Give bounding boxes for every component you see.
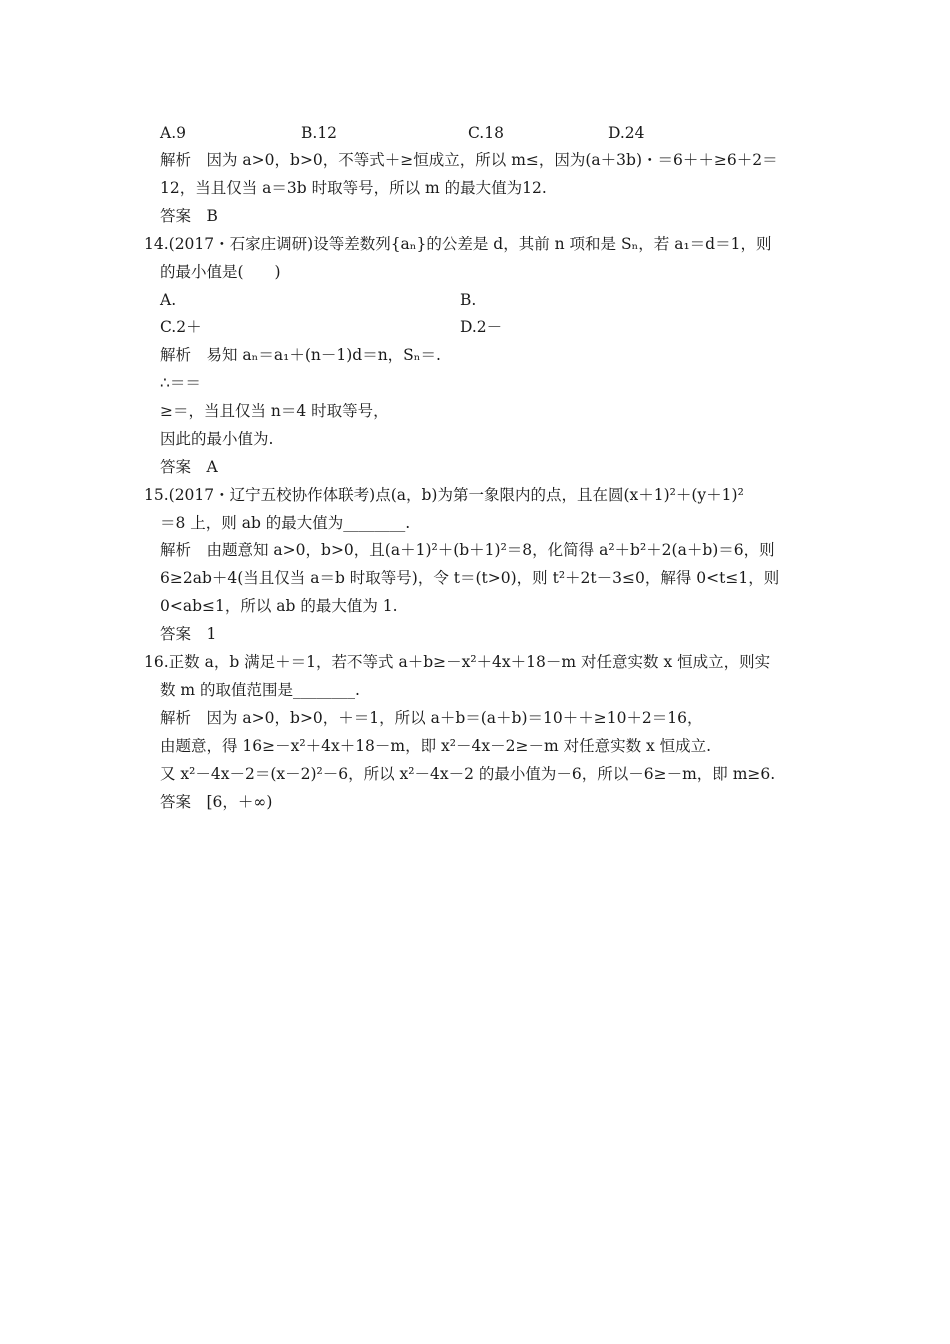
q14-option-b: B. <box>460 291 477 309</box>
q15-question-line-2: ＝8 上，则 ab 的最大值为________. <box>160 514 411 532</box>
q16-analysis-line-3: 又 x²－4x－2＝(x－2)²－6，所以 x²－4x－2 的最小值为－6，所以－6≥－m，即 m≥6. <box>160 765 776 783</box>
q13-analysis-line-1: 解析 因为 a>0，b>0，不等式＋≥恒成立，所以 m≤，因为(a＋3b)・＝6＋＋≥6＋2＝ <box>160 151 778 169</box>
q14-analysis-line-3: ≥＝，当且仅当 n＝4 时取等号， <box>160 402 389 420</box>
q14-analysis-line-1: 解析 易知 aₙ＝a₁＋(n－1)d＝n，Sₙ＝. <box>160 346 441 364</box>
q15-analysis-line-3: 0<ab≤1，所以 ab 的最大值为 1. <box>160 597 398 615</box>
q16-analysis-line-2: 由题意，得 16≥－x²＋4x＋18－m，即 x²－4x－2≥－m 对任意实数 x 恒成立. <box>160 737 712 755</box>
q15-analysis-line-1: 解析 由题意知 a>0，b>0，且(a＋1)²＋(b＋1)²＝8，化简得 a²＋b²＋2(a＋b)＝6，则 <box>160 541 775 559</box>
q13-option-a: A.9 <box>160 124 186 142</box>
q14-question-line-1: 14.(2017・石家庄调研)设等差数列{aₙ}的公差是 d，其前 n 项和是 Sₙ，若 a₁＝d＝1，则 <box>144 235 772 253</box>
q14-option-c: C.2＋ <box>160 318 202 336</box>
q14-analysis-line-4: 因此的最小值为. <box>160 430 274 448</box>
q13-answer: 答案 B <box>160 207 218 225</box>
q16-answer: 答案 [6，＋∞) <box>160 793 273 811</box>
q14-option-a: A. <box>160 291 177 309</box>
q14-analysis-line-2: ∴＝＝ <box>160 374 201 392</box>
q16-question-line-2: 数 m 的取值范围是________. <box>160 681 360 699</box>
q14-option-d: D.2－ <box>460 318 503 336</box>
q15-answer: 答案 1 <box>160 625 217 643</box>
q15-analysis-line-2: 6≥2ab＋4(当且仅当 a＝b 时取等号)，令 t＝(t>0)，则 t²＋2t－3≤0，解得 0<t≤1，则 <box>160 569 780 587</box>
q14-answer: 答案 A <box>160 458 218 476</box>
q14-question-line-2: 的最小值是( ) <box>160 263 281 281</box>
q13-option-d: D.24 <box>608 124 645 142</box>
q13-analysis-line-2: 12，当且仅当 a＝3b 时取等号，所以 m 的最大值为12. <box>160 179 547 197</box>
q13-option-c: C.18 <box>468 124 504 142</box>
q15-question-line-1: 15.(2017・辽宁五校协作体联考)点(a，b)为第一象限内的点，且在圆(x＋1)²＋(y＋1)² <box>144 486 744 504</box>
q16-question-line-1: 16.正数 a，b 满足＋＝1，若不等式 a＋b≥－x²＋4x＋18－m 对任意实数 x 恒成立，则实 <box>144 653 771 671</box>
q16-analysis-line-1: 解析 因为 a>0，b>0，＋＝1，所以 a＋b＝(a＋b)＝10＋＋≥10＋2＝16， <box>160 709 703 727</box>
q13-option-b: B.12 <box>301 124 338 142</box>
